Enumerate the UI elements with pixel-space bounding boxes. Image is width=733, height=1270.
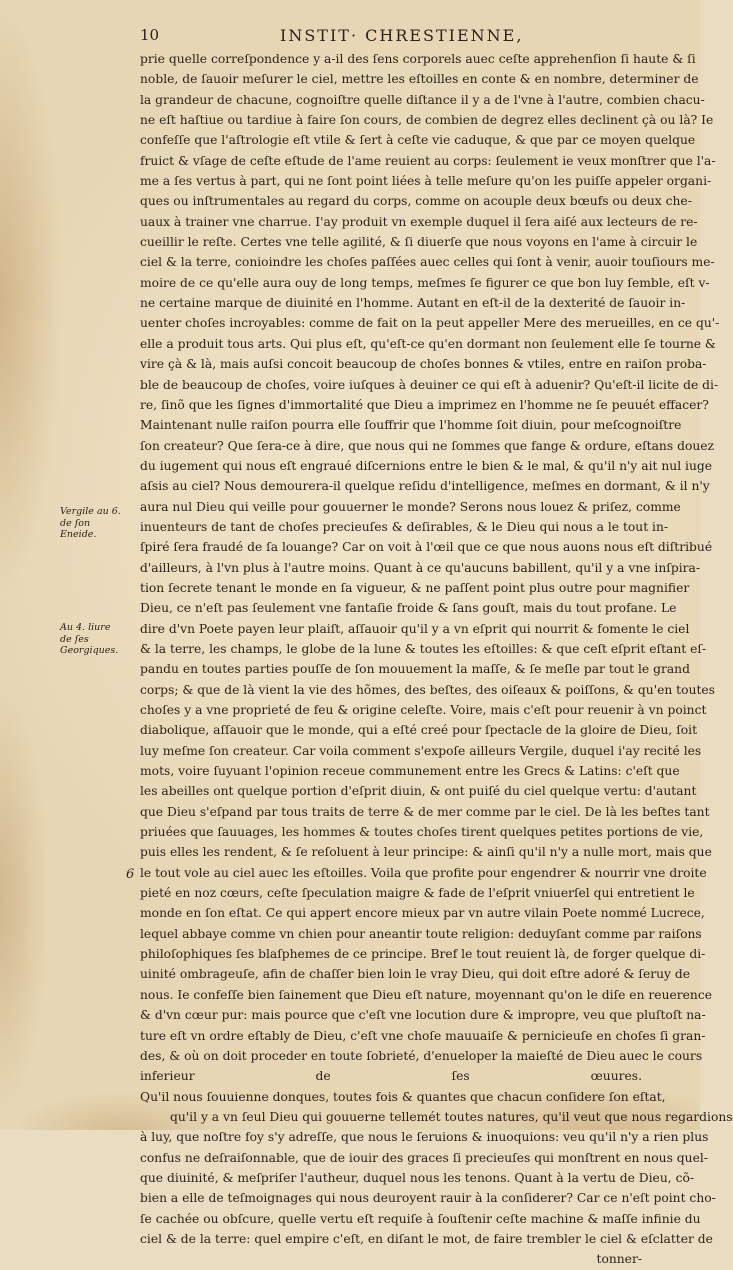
text-line: à luy, que noſtre foy s'y adreſſe, que nous le ſeruions & inuoquions: veu qu'il n'y a rien plus xyxy=(140,1130,709,1145)
page-header xyxy=(140,26,660,50)
text-line: philoſophiques ſes blaſphemes de ce principe. Bref le tout reuient là, de forger quelque di- xyxy=(140,947,706,962)
text-line: ne certaine marque de diuinité en l'homme. Autant en eſt-il de la dexterité de ſauoir in- xyxy=(140,296,686,311)
text-line: corps; & que de là vient la vie des hõmes, des beſtes, des oiſeaux & poiſſons, & qu'en toutes xyxy=(140,682,715,697)
text-line: fruict & vſage de ceſte eſtude de l'ame reuient au corps: ſeulement ie veux monſtrer que l'a- xyxy=(140,153,716,168)
running-title: INSTIT· CHRESTIENNE, xyxy=(280,26,524,45)
text-line: le tout vole au ciel auec les eſtoilles. Voila que profite pour engendrer & nourrir vne droite xyxy=(140,865,707,880)
text-line: priuées que ſauuages, les hommes & toutes choſes tirent quelques petites portions de vie, xyxy=(140,825,704,840)
text-line: ciel & de la terre: quel empire c'eſt, en diſant le mot, de faire trembler le ciel & eſclatter de xyxy=(140,1231,713,1246)
text-line: uaux à trainer vne charrue. I'ay produit vn exemple duquel il ſera aiſé aux lecteurs de re- xyxy=(140,214,698,229)
section-number: 6 xyxy=(126,867,135,882)
margin-note-georgiques: Au 4. liure de ſes Georgiques. xyxy=(60,622,119,656)
text-line: ne eſt haſtiue ou tardiue à faire ſon cours, de combien de degrez elles declinent çà ou là? Ie xyxy=(140,113,714,128)
text-line: inuenteurs de tant de choſes precieuſes & deſirables, & le Dieu qui nous a le tout in- xyxy=(140,519,669,534)
text-line: dire d'vn Poete payen leur plaiſt, aſſauoir qu'il y a vn eſprit qui nourrit & fomente le ciel xyxy=(140,621,690,636)
text-line: diabolique, aſſauoir que le monde, qui a eſté creé pour ſpectacle de la gloire de Dieu, ſoit xyxy=(140,723,698,738)
text-line: me a ſes vertus à part, qui ne ſont point liées à telle meſure qu'on les puiſſe appeler organi- xyxy=(140,174,712,189)
text-line: ſon createur? Que ſera-ce à dire, que nous qui ne ſommes que fange & ordure, eſtans douez xyxy=(140,438,715,453)
text-line: ſe cachée ou obſcure, quelle vertu eſt requiſe à ſouſtenir ceſte machine & maſſe infinie du xyxy=(140,1211,701,1226)
text-line: cueillir le reſte. Certes vne telle agilité, & ſi diuerſe que nous voyons en l'ame à circuir le xyxy=(140,235,698,250)
text-line: re, ſinõ que les ſignes d'immortalité que Dieu a imprimez en l'homme ne ſe peuuét effacer? xyxy=(140,397,709,412)
text-line: ciel & la terre, conioindre les choſes paſſées auec celles qui ſont à venir, auoir touſiours me- xyxy=(140,255,715,270)
text-line: ture eſt vn ordre eſtably de Dieu, c'eſt vne choſe mauuaiſe & pernicieuſe en choſes ſi gran- xyxy=(140,1028,706,1043)
text-line: bien a elle de teſmoignages qui nous deuroyent rauir à la conſiderer? Car ce n'eſt point cho- xyxy=(140,1191,716,1206)
text-line: elle a produit tous arts. Qui plus eſt, qu'eſt-ce qu'en dormant non ſeulement elle ſe tourne & xyxy=(140,336,716,351)
text-line: & la terre, les champs, le globe de la lune & toutes les eſtoilles: & que ceſt eſprit eſtant eſ- xyxy=(140,641,707,656)
text-line: aura nul Dieu qui veille pour gouuerner le monde? Serons nous louez & priſez, comme xyxy=(140,499,681,514)
text-line: vire çà & là, mais auſsi concoit beaucoup de choſes bonnes & vtiles, entre en raiſon proba- xyxy=(140,357,707,372)
text-line: pieté en noz cœurs, ceſte ſpeculation maigre & fade de l'eſprit vniuerſel qui entretient le xyxy=(140,886,695,901)
text-line: inferieur de ſes œuures. xyxy=(140,1069,642,1084)
body-text xyxy=(140,49,733,1270)
text-line: & d'vn cœur pur: mais pource que c'eſt vne locution dure & impropre, veu que pluſtoſt na- xyxy=(140,1008,706,1023)
text-line: moire de ce qu'elle aura ouy de long temps, meſmes ſe figurer ce que bon luy ſemble, eſt v- xyxy=(140,275,710,290)
text-line: monde en ſon eſtat. Ce qui appert encore mieux par vn autre vilain Poete nommé Lucrece, xyxy=(140,906,705,921)
text-line: Qu'il nous ſouuienne donques, toutes fois & quantes que chacun conſidere ſon eſtat, xyxy=(140,1089,666,1104)
text-line: tion ſecrete tenant le monde en ſa vigueur, & ne paſſent point plus outre pour magnifier xyxy=(140,580,690,595)
text-line: des, & où on doit proceder en toute ſobrieté, d'enueloper la maieſté de Dieu auec le cours xyxy=(140,1048,703,1063)
text-line: du iugement qui nous eſt engraué diſcernions entre le bien & le mal, & qu'il n'y ait nul iuge xyxy=(140,458,713,473)
folio-number: 10 xyxy=(140,26,160,44)
text-line: la grandeur de chacune, cognoiſtre quelle diſtance il y a de l'vne à l'autre, combien chacu- xyxy=(140,92,705,107)
text-line: tonner- xyxy=(596,1252,642,1267)
text-line: noble, de ſauoir meſurer le ciel, mettre les eſtoilles en conte & en nombre, determiner de xyxy=(140,72,699,87)
margin-note-vergile-eneide: Vergile au 6. de ſon Eneide. xyxy=(60,506,121,540)
text-line: Dieu, ce n'eſt pas ſeulement vne fantaſie froide & ſans gouſt, mais du tout profane. Le xyxy=(140,601,677,616)
text-line: ſpiré ſera fraudé de ſa louange? Car on voit à l'œil que ce que nous auons nous eſt diſtribué xyxy=(140,540,713,555)
text-line: d'ailleurs, à l'vn plus à l'autre moins. Quant à ce qu'aucuns babillent, qu'il y a vne inſpira- xyxy=(140,560,700,575)
text-line: nous. Ie confeſſe bien ſainement que Dieu eſt nature, moyennant qu'on le diſe en reuerence xyxy=(140,987,713,1002)
text-line: mots, voire ſuyuant l'opinion receue communement entre les Grecs & Latins: c'eſt que xyxy=(140,764,680,779)
text-line: ques ou inſtrumentales au regard du corps, comme on acouple deux bœufs ou deux che- xyxy=(140,194,692,209)
text-line: uinité ombrageuſe, afin de chaſſer bien loin le vray Dieu, qui doit eſtre adoré & ſeruy de xyxy=(140,967,691,982)
text-line: prie quelle correſpondence y a-il des ſens corporels auec ceſte apprehenſion ſi haute & ſi xyxy=(140,52,696,66)
text-line: aſsis au ciel? Nous demourera-il quelque reſidu d'intelligence, meſmes en dormant, & il n'y xyxy=(140,479,710,494)
text-line: lequel abbaye comme vn chien pour aneantir toute religion: deduyſant comme par raiſons xyxy=(140,926,702,941)
text-line: luy meſme ſon createur. Car voila comment s'expoſe ailleurs Vergile, duquel i'ay recité les xyxy=(140,743,702,758)
text-line: uenter choſes incroyables: comme de fait on la peut appeller Mere des merueilles, en ce qu'- xyxy=(140,316,720,331)
text-line: que Dieu s'eſpand par tous traits de terre & de mer comme par le ciel. De là les beſtes tant xyxy=(140,804,710,819)
text-line: ble de beaucoup de choſes, voire iuſques à deuiner ce qui eſt à aduenir? Qu'eſt-il licite de di- xyxy=(140,377,719,392)
text-line: Maintenant nulle raiſon pourra elle ſouffrir que l'homme ſoit diuin, pour meſcognoiſtre xyxy=(140,418,682,433)
text-line: que diuinité, & meſpriſer l'autheur, duquel nous les tenons. Quant à la vertu de Dieu, cõ- xyxy=(140,1170,695,1185)
text-line: qu'il y a vn ſeul Dieu qui gouuerne tellemét toutes natures, qu'il veut que nous regardions xyxy=(170,1109,733,1124)
text-line: confeſſe que l'aſtrologie eſt vtile & ſert à ceſte vie caduque, & que par ce moyen quelque xyxy=(140,133,696,148)
text-line: confus ne deſraiſonnable, que de iouir des graces ſi precieuſes qui monſtrent en nous quel- xyxy=(140,1150,708,1165)
text-line: pandu en toutes parties pouſſe de ſon mouuement la maſſe, & ſe meſle par tout le grand xyxy=(140,662,690,677)
text-line: choſes y a vne proprieté de feu & origine celeſte. Voire, mais c'eſt pour reuenir à vn poinct xyxy=(140,703,707,717)
text-line: puis elles les rendent, & ſe reſoluent à leur principe: & ainſi qu'il n'y a nulle mort, mais que xyxy=(140,845,712,860)
text-line: les abeilles ont quelque portion d'eſprit diuin, & ont puiſé du ciel quelque vertu: d'autant xyxy=(140,784,697,799)
